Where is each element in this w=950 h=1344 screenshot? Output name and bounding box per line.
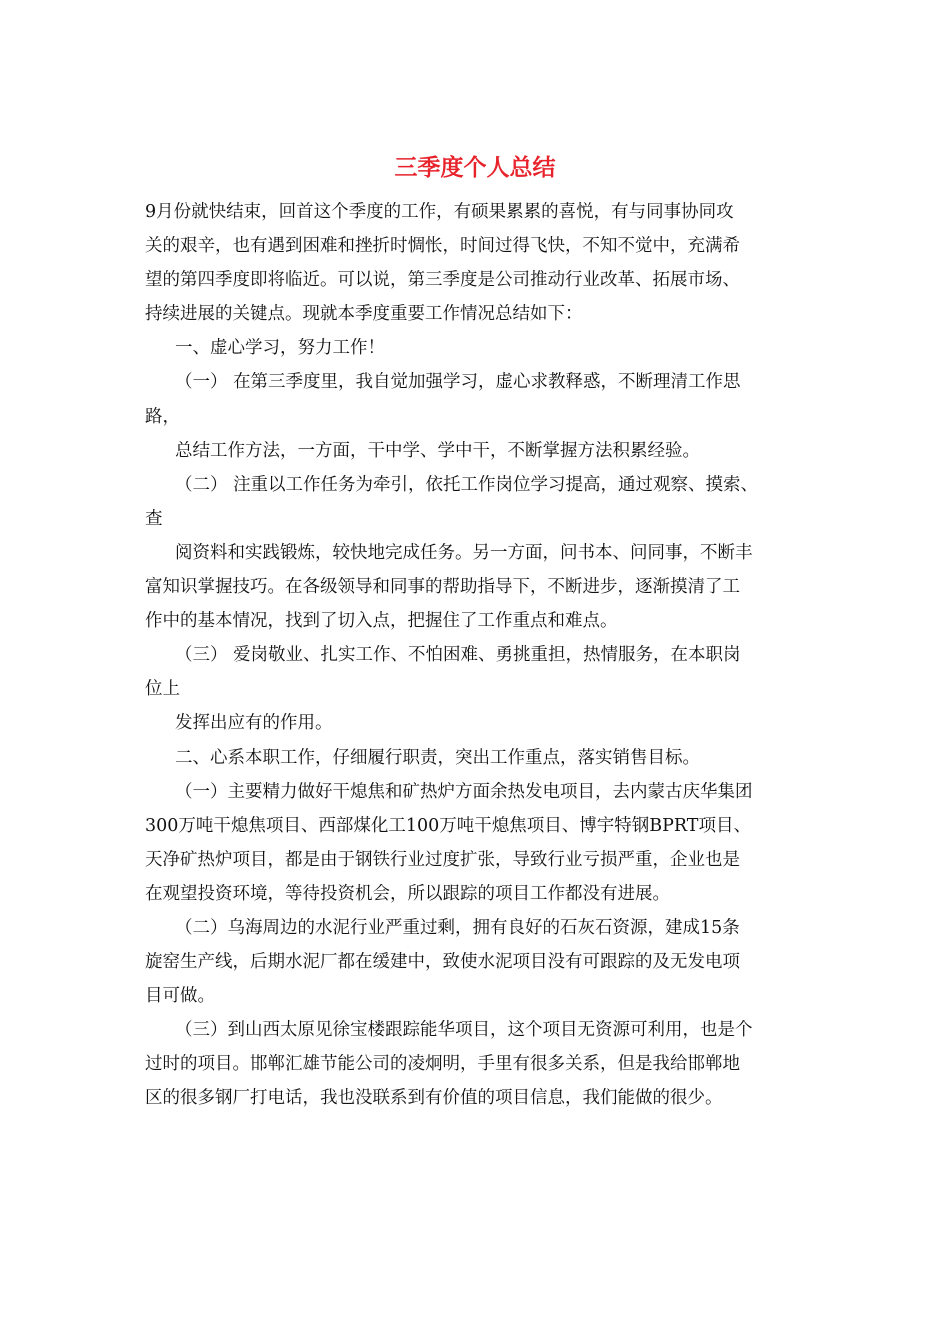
text-line: （一） 在第三季度里，我自觉加强学习，虚心求教释惑，不断理清工作思 bbox=[175, 372, 741, 393]
text-line: （三） 爱岗敬业、扎实工作、不怕困难、勇挑重担，热情服务，在本职岗 bbox=[175, 645, 741, 666]
text-line: 二、心系本职工作，仔细履行职责，突出工作重点，落实销售目标。 bbox=[175, 747, 700, 768]
text-line: 过时的项目。邯郸汇雄节能公司的凌炯明，手里有很多关系，但是我给邯郸地 bbox=[145, 1054, 740, 1075]
text-line: 在观望投资环境，等待投资机会，所以跟踪的项目工作都没有进展。 bbox=[145, 883, 670, 904]
text-line: （二） 注重以工作任务为牵引，依托工作岗位学习提高，通过观察、摸索、 bbox=[175, 474, 759, 495]
text-line: 查 bbox=[145, 508, 163, 529]
text-line: （二）乌海周边的水泥行业严重过剩，拥有良好的石灰石资源，建成15条 bbox=[175, 917, 740, 938]
text-line: 富知识掌握技巧。在各级领导和同事的帮助指导下，不断进步，逐渐摸清了工 bbox=[145, 577, 740, 598]
text-line: 路， bbox=[145, 406, 180, 427]
text-line: 持续进展的关键点。现就本季度重要工作情况总结如下： bbox=[145, 304, 583, 325]
document-title: 三季度个人总结 bbox=[394, 154, 556, 181]
text-line: 区的很多钢厂打电话，我也没联系到有价值的项目信息，我们能做的很少。 bbox=[145, 1088, 723, 1109]
text-line: 总结工作方法，一方面，干中学、学中干，不断掌握方法积累经验。 bbox=[175, 440, 700, 461]
text-line: （一）主要精力做好干熄焦和矿热炉方面余热发电项目，去内蒙古庆华集团 bbox=[175, 781, 753, 802]
text-line: 发挥出应有的作用。 bbox=[175, 713, 333, 734]
text-line: （三）到山西太原见徐宝楼跟踪能华项目，这个项目无资源可利用，也是个 bbox=[175, 1020, 753, 1041]
text-line: 关的艰辛，也有遇到困难和挫折时惆怅，时间过得飞快，不知不觉中，充满希 bbox=[145, 236, 740, 257]
text-line: 一、虚心学习，努力工作！ bbox=[175, 338, 385, 359]
text-line: 旋窑生产线，后期水泥厂都在缓建中，致使水泥项目没有可跟踪的及无发电项 bbox=[145, 952, 740, 973]
text-line: 阅资料和实践锻炼，较快地完成任务。另一方面，问书本、问同事，不断丰 bbox=[175, 542, 753, 563]
text-line: 300万吨干熄焦项目、西部煤化工100万吨干熄焦项目、博宇特钢BPRT项目、 bbox=[145, 815, 751, 836]
text-line: 作中的基本情况，找到了切入点，把握住了工作重点和难点。 bbox=[145, 611, 618, 632]
document-body bbox=[145, 195, 810, 1116]
text-line: 9月份就快结束，回首这个季度的工作，有硕果累累的喜悦，有与同事协同攻 bbox=[145, 202, 734, 222]
text-line: 目可做。 bbox=[145, 986, 215, 1007]
text-line: 位上 bbox=[145, 679, 180, 700]
text-line: 望的第四季度即将临近。可以说，第三季度是公司推动行业改革、拓展市场、 bbox=[145, 270, 740, 291]
text-line: 天净矿热炉项目，都是由于钢铁行业过度扩张，导致行业亏损严重，企业也是 bbox=[145, 849, 740, 870]
